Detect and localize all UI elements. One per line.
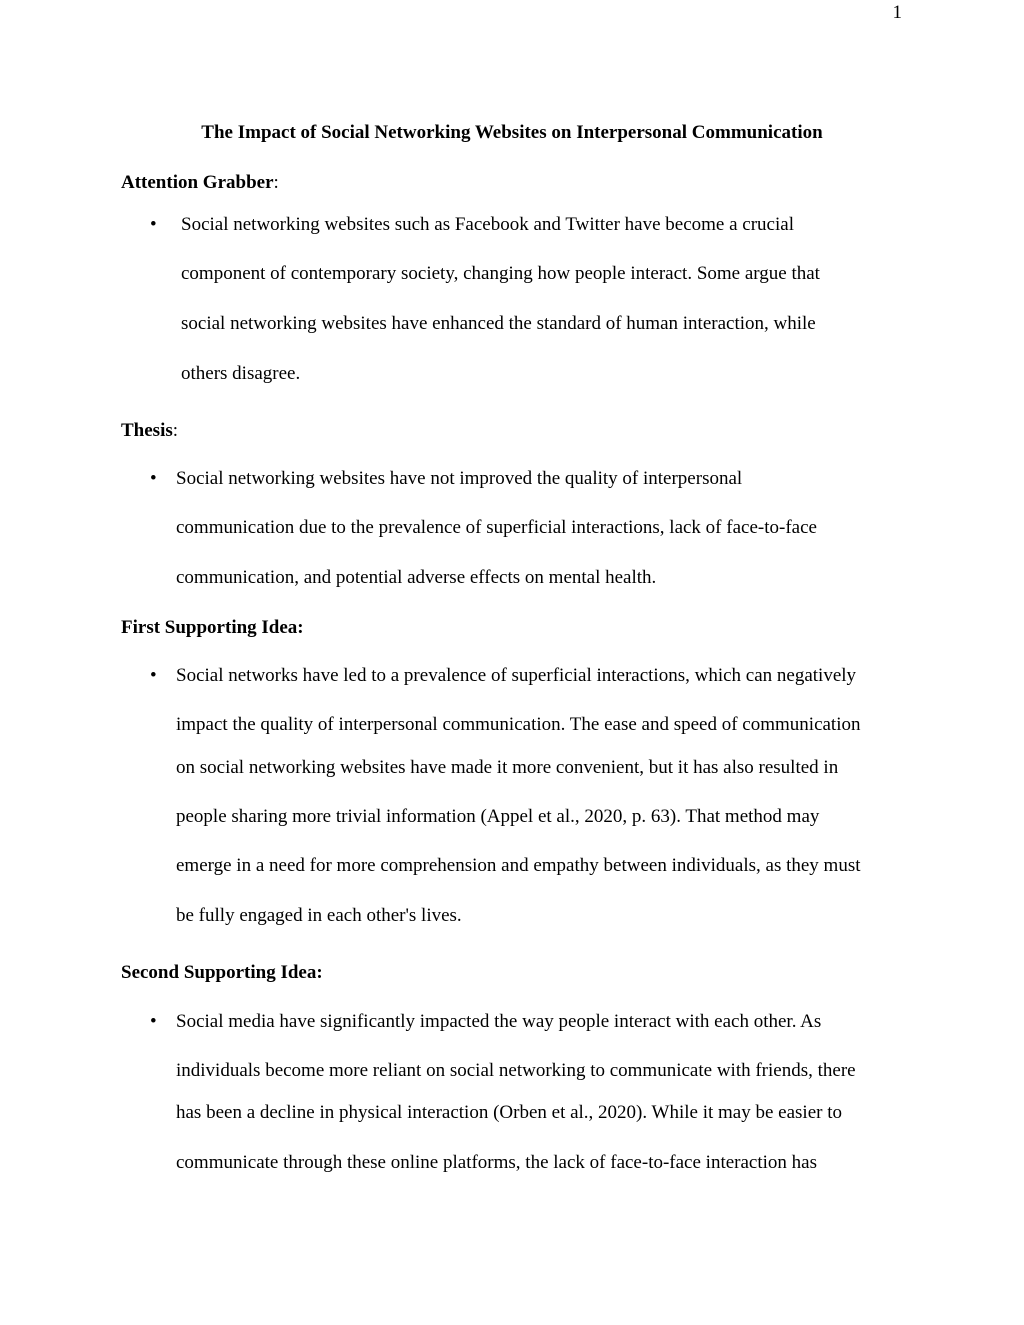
heading-suffix: : <box>172 420 179 441</box>
paragraph-line: people sharing more trivial information (Appel et al., 2020, p. 63). That method may <box>176 806 820 827</box>
paragraph-line: Social networks have led to a prevalence of superficial interactions, which can negatively <box>176 665 857 686</box>
section-heading-first-supporting-idea <box>121 617 304 639</box>
paragraph-line: be fully engaged in each other's lives. <box>176 905 462 926</box>
bullet-icon: • <box>150 468 157 489</box>
paragraph-line: social networking websites have enhanced the standard of human interaction, while <box>181 313 816 334</box>
paragraph-line: individuals become more reliant on social networking to communicate with friends, there <box>176 1060 856 1081</box>
paragraph-line: on social networking websites have made it more convenient, but it has also resulted in <box>176 757 839 778</box>
heading-text: Second Supporting Idea: <box>121 962 323 983</box>
bullet-icon: • <box>150 665 157 686</box>
paragraph-line: Social networking websites such as Facebook and Twitter have become a crucial <box>181 214 794 235</box>
bullet-icon: • <box>150 214 157 235</box>
paragraph-line: communicate through these online platforms, the lack of face-to-face interaction has <box>176 1152 817 1173</box>
paragraph-line: communication, and potential adverse effects on mental health. <box>176 567 657 588</box>
document-title: The Impact of Social Networking Websites on Interpersonal Communication <box>201 122 823 143</box>
paragraph-line: has been a decline in physical interaction (Orben et al., 2020). While it may be easier to <box>176 1102 842 1123</box>
paragraph-line: emerge in a need for more comprehension and empathy between individuals, as they must <box>176 855 861 876</box>
paragraph-line: Social media have significantly impacted the way people interact with each other. As <box>176 1011 822 1032</box>
page-number: 1 <box>892 2 902 23</box>
bullet-icon: • <box>150 1011 157 1032</box>
paragraph-line: component of contemporary society, changing how people interact. Some argue that <box>181 263 820 284</box>
section-heading-attention-grabber <box>121 172 279 194</box>
paragraph-line: others disagree. <box>181 363 301 384</box>
heading-suffix: : <box>273 172 279 193</box>
heading-text: Attention Grabber <box>121 172 274 193</box>
section-heading-thesis <box>121 420 178 442</box>
paragraph-line: Social networking websites have not improved the quality of interpersonal <box>176 468 743 489</box>
heading-text: First Supporting Idea: <box>121 617 304 638</box>
section-heading-second-supporting-idea <box>121 962 323 984</box>
paragraph-line: impact the quality of interpersonal communication. The ease and speed of communication <box>176 714 861 735</box>
paragraph-line: communication due to the prevalence of superficial interactions, lack of face-to-face <box>176 517 817 538</box>
heading-text: Thesis <box>121 420 173 441</box>
